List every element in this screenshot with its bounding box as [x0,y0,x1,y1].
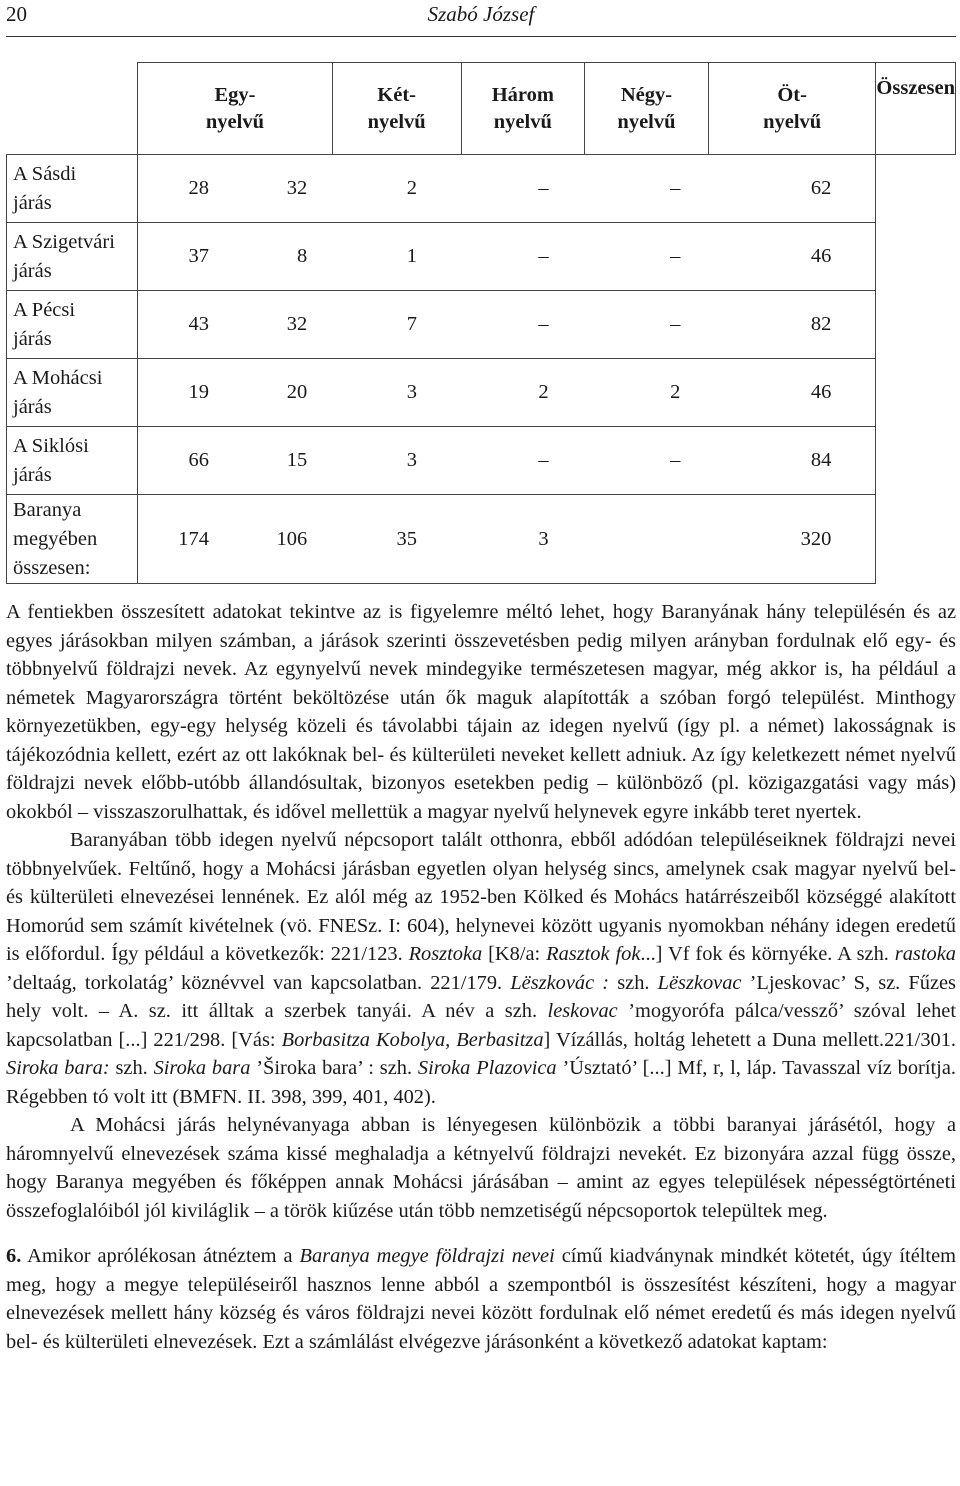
cell-value: 35 [332,495,461,584]
table-row-siklosi [7,427,956,495]
row-label: A Szigetvári járás [7,223,138,291]
cell-value: 43 [138,291,209,359]
page-number: 20 [6,2,27,26]
cell-value: 320 [708,495,876,584]
table-header-row [7,63,956,155]
row-label: A Siklósi járás [7,427,138,495]
cell-value: 3 [332,359,461,427]
cell-value: 106 [209,495,332,584]
cell-value: 20 [209,359,332,427]
section-number: 6. [6,1245,22,1267]
running-head-author: Szabó József [427,2,535,26]
paragraph-section-6: 6. Amikor aprólékosan átnéztem a Baranya megye földrajzi nevei című kiadványnak mindkét kötetét, úgy ítéltem meg, hogy a megye településeiről hasznos lenne abból a szempontból is összesítést készíteni, hogy a magyar elnevezések mellett hány község és város földrajzi nevei között fordulnak elő német eredetű és más idegen nyelvű bel- és külterületi elnevezések. Ezt a számlálást elvégezve járásonként a következő adatokat kaptam: [6,1245,956,1353]
column-header-harom-nyelvu: Három nyelvű [461,63,585,155]
paragraph-1: A fentiekben összesített adatokat tekintve az is figyelemre méltó lehet, hogy Baranyának hány településén és az egyes járásokban milyen számban, a járások szerinti összevetésben pedig milyen arányban fordulnak elő egy- és többnyelvű földrajzi nevek. Az egynyelvű nevek mindegyike természetesen magyar, még akkor is, ha például a németek Magyarországra történt beköltözése után ők maguk alapították a szóban forgó települést. Minthogy környezetükben, egy-egy helység közeli és távolabbi tájain az idegen nyelvű (így pl. a német) lakosságnak is tájékozódnia kellett, ezért az ott lakóknak bel- és külterületi neveket kellett adniuk. Az így keletkezett német nyelvű földrajzi nevek előbb-utóbb állandósultak, bizonyos esetekben pedig – különböző (pl. közigazgatási vagy más) okokból – visszaszorulhattak, és idővel mellettük a magyar nyelvű helynevek egyre inkább teret nyertek. [6,601,956,823]
cell-value: 66 [138,427,209,495]
cell-value: – [585,427,709,495]
cell-value: 174 [138,495,209,584]
cell-value: – [585,223,709,291]
cell-value: 84 [708,427,876,495]
cell-value: 15 [209,427,332,495]
table-row-mohacsi [7,359,956,427]
cell-value: 2 [332,155,461,223]
table-row-szigetvari [7,223,956,291]
column-header-ketnyelvu: Két- nyelvű [332,63,461,155]
cell-value: 2 [461,359,585,427]
cell-value [585,495,709,584]
cell-value: 1 [332,223,461,291]
cell-value: 62 [708,155,876,223]
running-header [6,2,956,37]
row-label: A Pécsi járás [7,291,138,359]
cell-value: 37 [138,223,209,291]
cell-value: 2 [585,359,709,427]
cell-value: – [585,155,709,223]
cell-value: – [461,223,585,291]
cell-value: 82 [708,291,876,359]
cell-value: 8 [209,223,332,291]
cell-value: 32 [209,291,332,359]
row-label: A Sásdi járás [7,155,138,223]
cell-value: – [461,427,585,495]
body-text [6,598,956,1356]
cell-value: 3 [332,427,461,495]
cell-value: – [461,155,585,223]
table-row-sasdi [7,155,956,223]
paragraph-2: Baranyában több idegen nyelvű népcsoport talált otthonra, ebből adódóan településeiknek földrajzi nevei többnyelvűek. Feltűnő, hogy a Mohácsi járásban egyetlen olyan helység sincs, amelynek csak magyar nyelvű bel- és külterületi elnevezései lennének. Ez alól még az 1952-ben Kölked és Mohács határrészeiből községgé alakított Homorúd sem számít kivételnek (vö. FNESz. I: 604), helynevei között ugyanis nyomokban néhány idegen eredetű is előfordul. Így például a következők: 221/123. Rosztoka [K8/a: Rasztok fok...] Vf fok és környéke. A szh. rastoka ’deltaág, torkolatág’ köznévvel van kapcsolatban. 221/179. Lëszkovác : szh. Lëszkovac ’Ljeskovac’ S, sz. Fűzes hely volt. – A. sz. itt álltak a szerbek tanyái. A név a szh. leskovac ’mogyorófa pálca/vessző’ szóval lehet kapcsolatban [...] 221/298. [Vás: Borbasitza Kobolya, Berbasitza] Vízállás, holtág lehetett a Duna mellett.221/301. Siroka bara: szh. Siroka bara ’Široka bara’ : szh. Siroka Plazovica ’Úsztató’ [...] Mf, r, l, láp. Tavasszal víz borítja. Régebben tó volt itt (BMFN. II. 398, 399, 401, 402). [6,829,956,1108]
cell-value: 32 [209,155,332,223]
paragraph-3: A Mohácsi járás helynévanyaga abban is lényegesen különbözik a többi baranyai járásétól, hogy a háromnyelvű elnevezések száma kissé meghaladja a kétnyelvű földrajzi nevekét. Ez bizonyára azzal függ össze, hogy Baranya megyében és főképpen annak Mohácsi járásában – amint az egyes települések népességtörténeti összefoglalóiból jól kiviláglik – a török kiűzése után több nemzetiségű népcsoportok települtek meg. [6,1114,956,1222]
row-label: A Mohácsi járás [7,359,138,427]
cell-value: – [585,291,709,359]
row-label: Baranya megyében összesen: [7,495,138,584]
cell-value: 19 [138,359,209,427]
cell-value: 7 [332,291,461,359]
table-row-baranya-total [7,495,956,584]
column-header-egynyelvu: Egy- nyelvű [138,63,333,155]
table-row-pecsi [7,291,956,359]
cell-value: 3 [461,495,585,584]
column-header-otnyelvu: Öt- nyelvű [708,63,876,155]
column-header-negynyelvu: Négy- nyelvű [585,63,709,155]
column-header-osszesen: Összesen [876,63,956,155]
place-name-statistics-table [6,62,956,584]
cell-value: 46 [708,359,876,427]
cell-value: 28 [138,155,209,223]
cell-value: – [461,291,585,359]
table-corner-cell [7,63,138,155]
cell-value: 46 [708,223,876,291]
